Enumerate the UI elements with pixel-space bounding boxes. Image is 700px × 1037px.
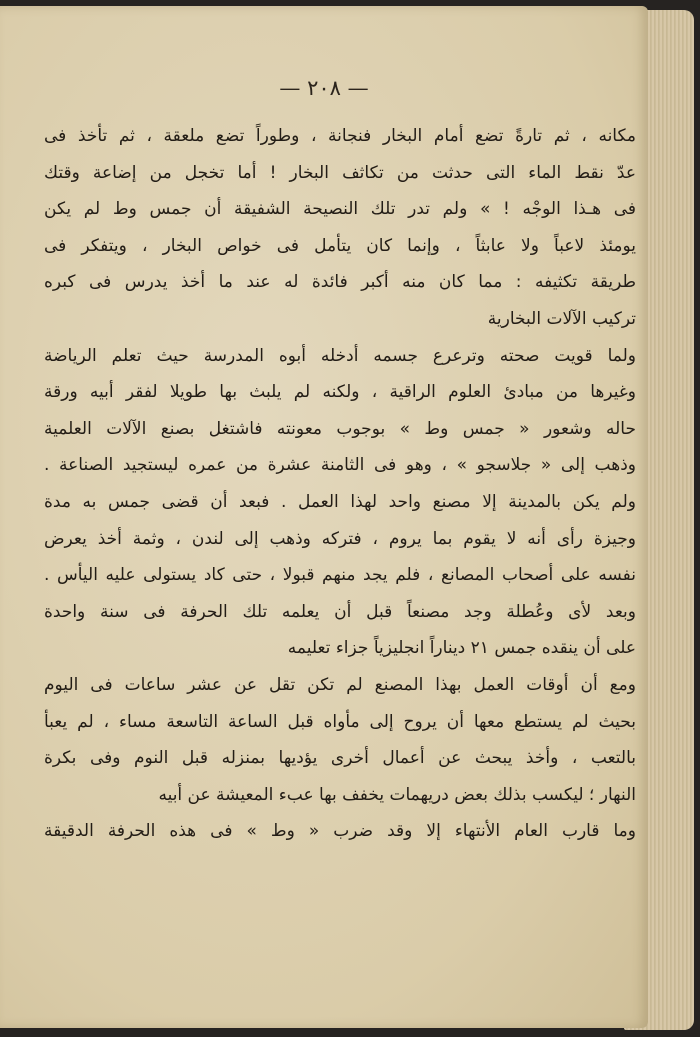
text-line: ولم يكن بالمدينة إلا مصنع واحد لهذا العمل . فبعد أن قضى جمس به مدة	[44, 491, 636, 512]
text-line: وذهب إلى « جلاسجو » ، وهو فى الثامنة عشرة من عمره ليستجيد الصناعة .	[44, 455, 636, 476]
page-number: — ٢٠٨ —	[279, 76, 369, 100]
paragraph-end-line: تركيب الآلات البخارية	[487, 308, 636, 329]
text-line: بحيث لم يستطع معها أن يروح إلى مأواه قبل الساعة التاسعة مساء ، لم يعبأ	[44, 711, 636, 732]
text-line: ولما قويت صحته وترعرع جسمه أدخله أبوه المدرسة حيث تعلم الرياضة	[44, 345, 636, 366]
body-text	[44, 118, 636, 850]
text-line: نفسه على أصحاب المصانع ، فلم يجد منهم قبولا ، حتى كاد يستولى عليه اليأس .	[44, 565, 636, 586]
text-line: بالتعب ، وأخذ يبحث عن أعمال أخرى يؤديها بمنزله قبل النوم وفى بكرة	[44, 748, 636, 769]
text-line: عدّ نقط الماء التى حدثت من تكاثف البخار ! أما تخجل من إضاعة وقتك	[44, 162, 636, 183]
paragraph-end-line: على أن ينقده جمس ٢١ ديناراً انجليزياً جزاء تعليمه	[287, 638, 636, 659]
text-line: وبعد لأى وعُطلة وجد مصنعاً قبل أن يعلمه تلك الحرفة فى سنة واحدة	[44, 601, 636, 622]
text-line: وغيرها من مبادئ العلوم الراقية ، ولكنه لم يلبث بها طويلا لفقر أبيه ورقة	[44, 382, 636, 403]
text-line: وجيزة رأى أنه لا يقوم بما يروم ، فتركه وذهب إلى لندن ، وثمة أخذ يعرض	[44, 528, 636, 549]
text-line: ومع أن أوقات العمل بهذا المصنع لم تكن تقل عن عشر ساعات فى اليوم	[44, 674, 636, 695]
text-line: مكانه ، ثم تارةً تضع أمام البخار فنجانة ، وطوراً تضع ملعقة ، ثم تأخذ فى	[44, 126, 636, 146]
text-line: حاله وشعور « جمس وط » بوجوب معونته فاشتغل بصنع الآلات العلمية	[44, 418, 636, 439]
page-sheet	[0, 6, 648, 1028]
text-line: وما قارب العام الأنتهاء إلا وقد ضرب « وط » فى هذه الحرفة الدقيقة	[44, 821, 636, 842]
text-line: يومئذ لاعباً ولا عابثاً ، وإنما كان يتأمل فى خواص البخار ، ويتفكر فى	[44, 235, 636, 256]
paragraph-end-line: النهار ؛ ليكسب بذلك بعض دريهمات يخفف بها عبء المعيشة عن أبيه	[158, 784, 636, 805]
text-line: طريقة تكثيفه : مما كان منه أكبر فائدة له عند ما أخذ يدرس فى كبره	[44, 272, 636, 293]
text-line: فى هـذا الوجْه ! » ولم تدر تلك النصيحة الشفيقة أن جمس وط لم يكن	[44, 199, 636, 220]
